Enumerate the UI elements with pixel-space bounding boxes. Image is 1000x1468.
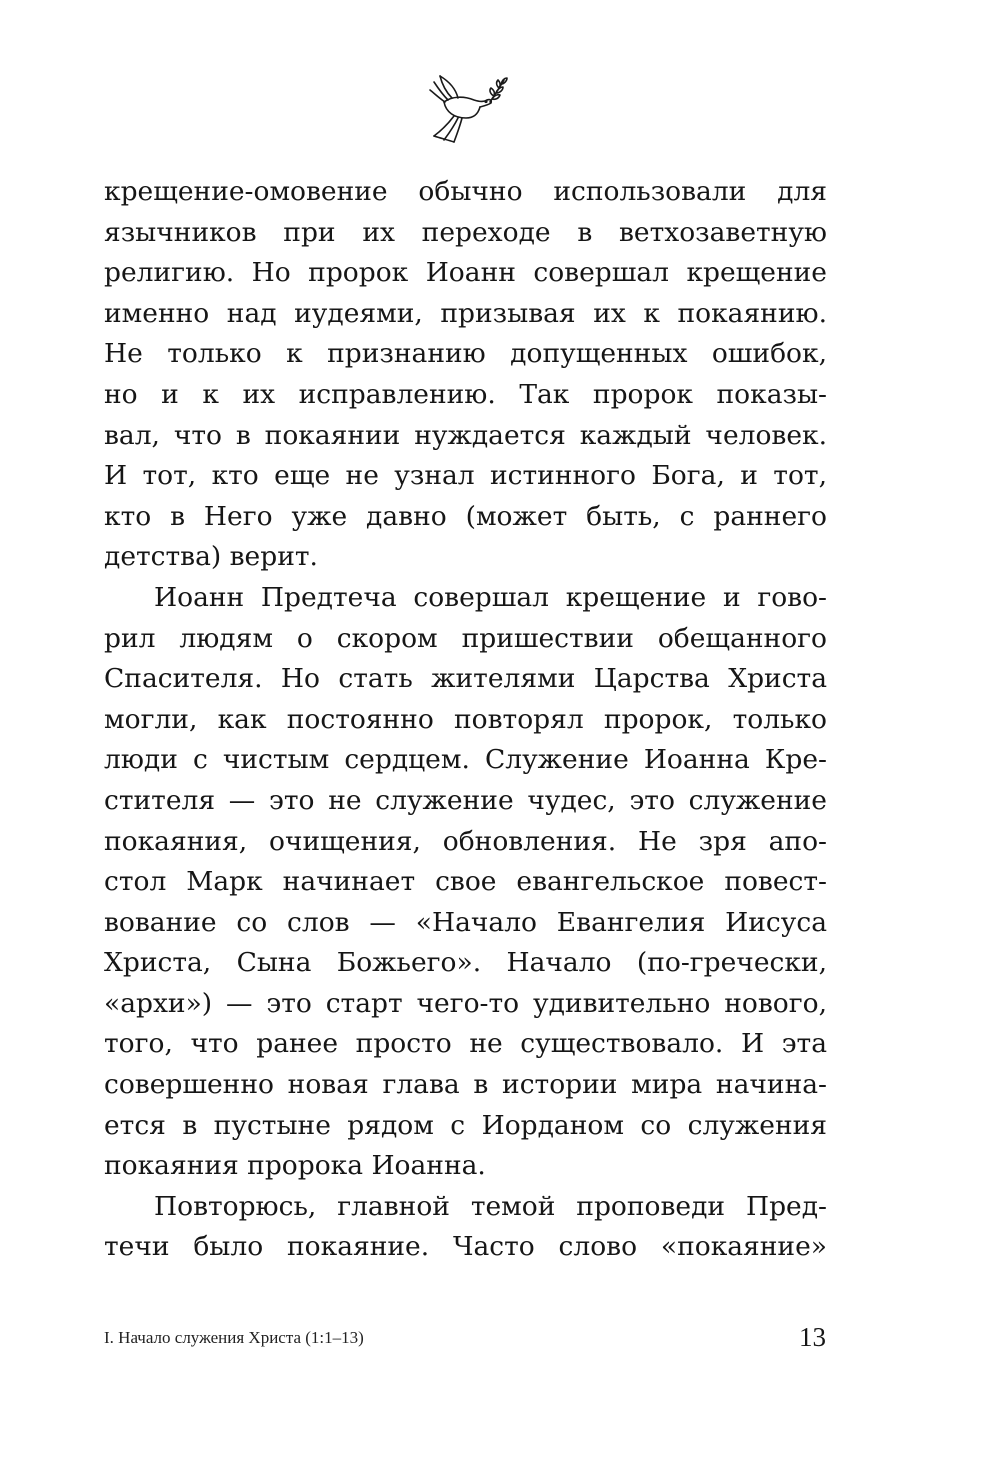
text-line: Иоанн Предтеча совершал крещение и гово- bbox=[154, 581, 827, 613]
text-line: язычников при их переходе в ветхозаветную bbox=[104, 216, 827, 248]
text-line: кто в Него уже давно (может быть, с раннего bbox=[104, 500, 827, 532]
text-line: рил людям о скором пришествии обещанного bbox=[104, 622, 827, 654]
text-line: Повторюсь, главной темой проповеди Пред- bbox=[154, 1190, 827, 1222]
text-line: Спасителя. Но стать жителями Царства Христа bbox=[104, 663, 827, 695]
text-line: течи было покаяние. Часто слово «покаяние» bbox=[104, 1231, 827, 1263]
paragraph bbox=[104, 172, 827, 578]
dove-with-olive-branch-icon bbox=[424, 72, 508, 148]
text-line: могли, как постоянно повторял пророк, только bbox=[104, 703, 827, 735]
body-text bbox=[104, 172, 827, 1268]
paragraph bbox=[104, 1187, 827, 1268]
page-number: 13 bbox=[799, 1322, 826, 1352]
running-title: I. Начало служения Христа (1:1–13) bbox=[104, 1328, 364, 1347]
text-line: Христа, Сына Божьего». Начало (по-гречески, bbox=[104, 947, 827, 979]
text-line: того, что ранее просто не существовало. И эта bbox=[104, 1028, 827, 1060]
text-line: покаяния, очищения, обновления. Не зря апо- bbox=[104, 825, 827, 857]
text-line: стол Марк начинает свое евангельское повест- bbox=[104, 866, 827, 898]
text-line: покаяния пророка Иоанна. bbox=[104, 1150, 486, 1182]
paragraph bbox=[104, 578, 827, 1187]
text-line: И тот, кто еще не узнал истинного Бога, и тот, bbox=[104, 460, 827, 492]
text-line: ется в пустыне рядом с Иорданом со служения bbox=[104, 1109, 827, 1141]
text-line: вование со слов — «Начало Евангелия Иисуса bbox=[104, 906, 827, 938]
text-line: именно над иудеями, призывая их к покаянию. bbox=[104, 297, 827, 329]
text-line: но и к их исправлению. Так пророк показы- bbox=[104, 378, 827, 410]
text-line: «архи») — это старт чего-то удивительно нового, bbox=[104, 987, 827, 1019]
text-line: люди с чистым сердцем. Служение Иоанна Кре- bbox=[104, 744, 827, 776]
text-line: детства) верит. bbox=[104, 541, 318, 573]
text-line: вал, что в покаянии нуждается каждый человек. bbox=[104, 419, 827, 451]
text-line: Не только к признанию допущенных ошибок, bbox=[104, 338, 827, 370]
text-line: крещение-омовение обычно использовали для bbox=[104, 176, 827, 207]
text-line: стителя — это не служение чудес, это служение bbox=[104, 784, 827, 816]
text-line: совершенно новая глава в истории мира начина- bbox=[104, 1069, 827, 1101]
text-line: религию. Но пророк Иоанн совершал крещение bbox=[104, 257, 827, 289]
